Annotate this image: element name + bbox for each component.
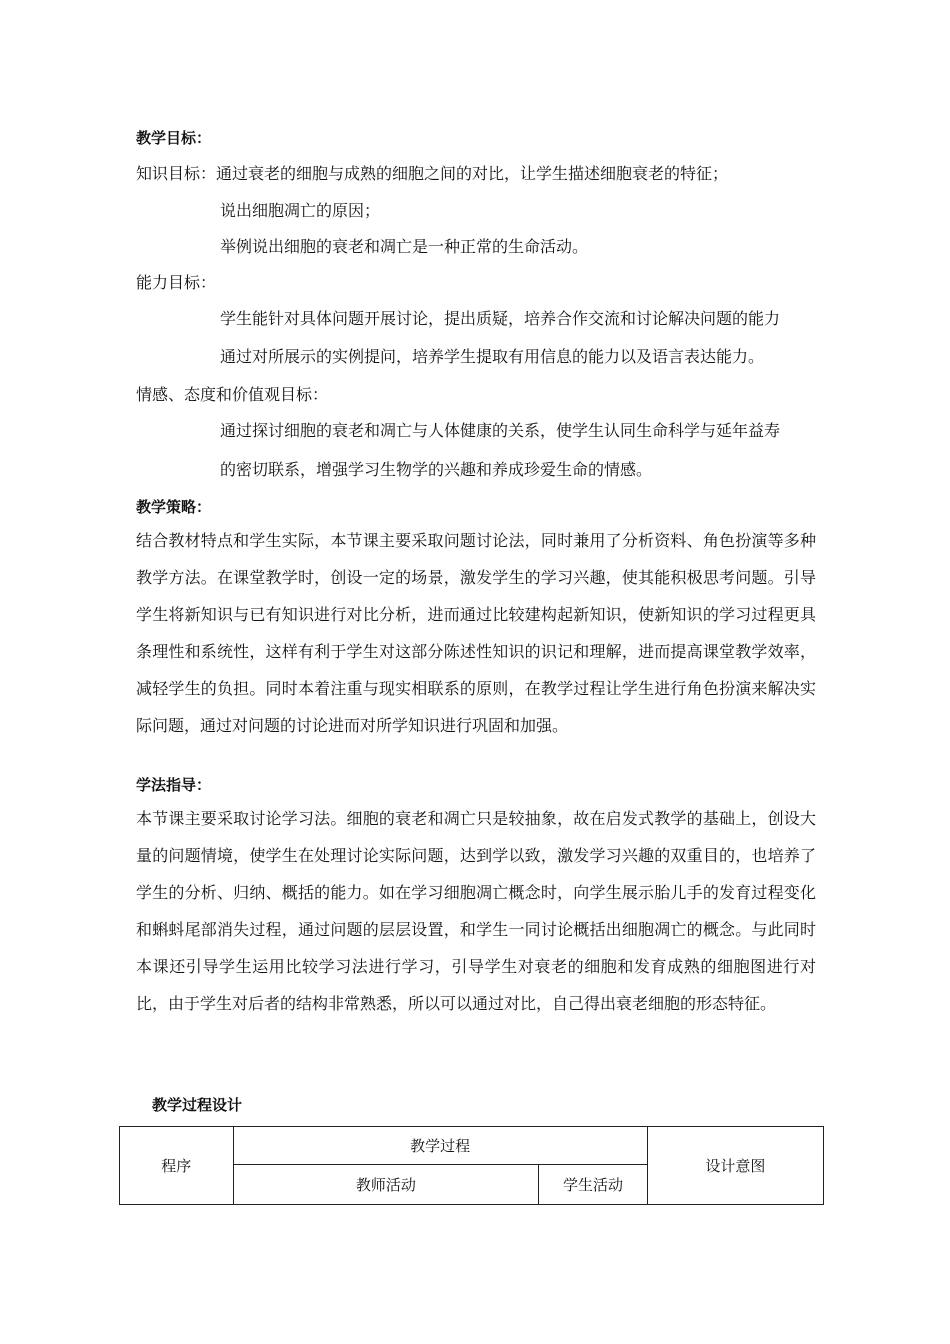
knowledge-label: 知识目标： <box>136 164 217 183</box>
knowledge-line-1: 通过衰老的细胞与成熟的细胞之间的对比，让学生描述细胞衰老的特征； <box>216 164 729 183</box>
ability-label: 能力目标： <box>136 273 217 292</box>
emotion-label: 情感、态度和价值观目标： <box>136 385 329 404</box>
ability-line-2: 通过对所展示的实例提问，培养学生提取有用信息的能力以及语言表达能力。 <box>220 347 765 366</box>
col-intent-header: 设计意图 <box>647 1127 823 1205</box>
col-student-header: 学生活动 <box>539 1165 648 1205</box>
knowledge-line-3: 举例说出细胞的衰老和凋亡是一种正常的生命活动。 <box>220 237 589 256</box>
goals-heading: 教学目标： <box>136 129 212 147</box>
strategy-paragraph: 结合教材特点和学生实际，本节课主要采取问题讨论法，同时兼用了分析资料、角色扮演等多种教学方法。在课堂教学时，创设一定的场景，激发学生的学习兴趣，使其能积极思考问题。引导学生将新知识与已有知识进行对比分析，进而通过比较建构起新知识，使新知识的学习过程更具条理性和系统性，这样有利于学生对这部分陈述性知识的识记和理解，进而提高课堂教学效率，减轻学生的负担。同时本着注重与现实相联系的原则，在教学过程让学生进行角色扮演来解决实际问题，通过对问题的讨论进而对所学知识进行巩固和加强。 <box>136 531 816 735</box>
ability-line-1: 学生能针对具体问题开展讨论，提出质疑，培养合作交流和讨论解决问题的能力 <box>220 309 781 328</box>
knowledge-line-2: 说出细胞凋亡的原因； <box>220 201 381 220</box>
col-program-header: 程序 <box>120 1127 234 1205</box>
method-paragraph: 本节课主要采取讨论学习法。细胞的衰老和凋亡只是较抽象，故在启发式教学的基础上，创设大量的问题情境，使学生在处理讨论实际问题，达到学以致，激发学习兴趣的双重目的，也培养了学生的分析、归纳、概括的能力。如在学习细胞凋亡概念时，向学生展示胎儿手的发育过程变化和蝌蚪尾部消失过程，通过问题的层层设置，和学生一同讨论概括出细胞凋亡的概念。与此同时本课还引导学生运用比较学习法进行学习，引导学生对衰老的细胞和发育成熟的细胞图进行对比，由于学生对后者的结构非常熟悉，所以可以通过对比，自己得出衰老细胞的形态特征。 <box>136 809 816 1013</box>
process-heading: 教学过程设计 <box>152 1096 243 1114</box>
col-teacher-header: 教师活动 <box>233 1165 539 1205</box>
process-table <box>119 1126 824 1205</box>
strategy-heading: 教学策略： <box>136 498 212 516</box>
method-heading: 学法指导： <box>136 776 212 794</box>
emotion-line-2: 的密切联系，增强学习生物学的兴趣和养成珍爱生命的情感。 <box>220 460 653 479</box>
emotion-line-1: 通过探讨细胞的衰老和凋亡与人体健康的关系，使学生认同生命科学与延年益寿 <box>220 421 781 440</box>
col-process-header: 教学过程 <box>233 1127 647 1165</box>
